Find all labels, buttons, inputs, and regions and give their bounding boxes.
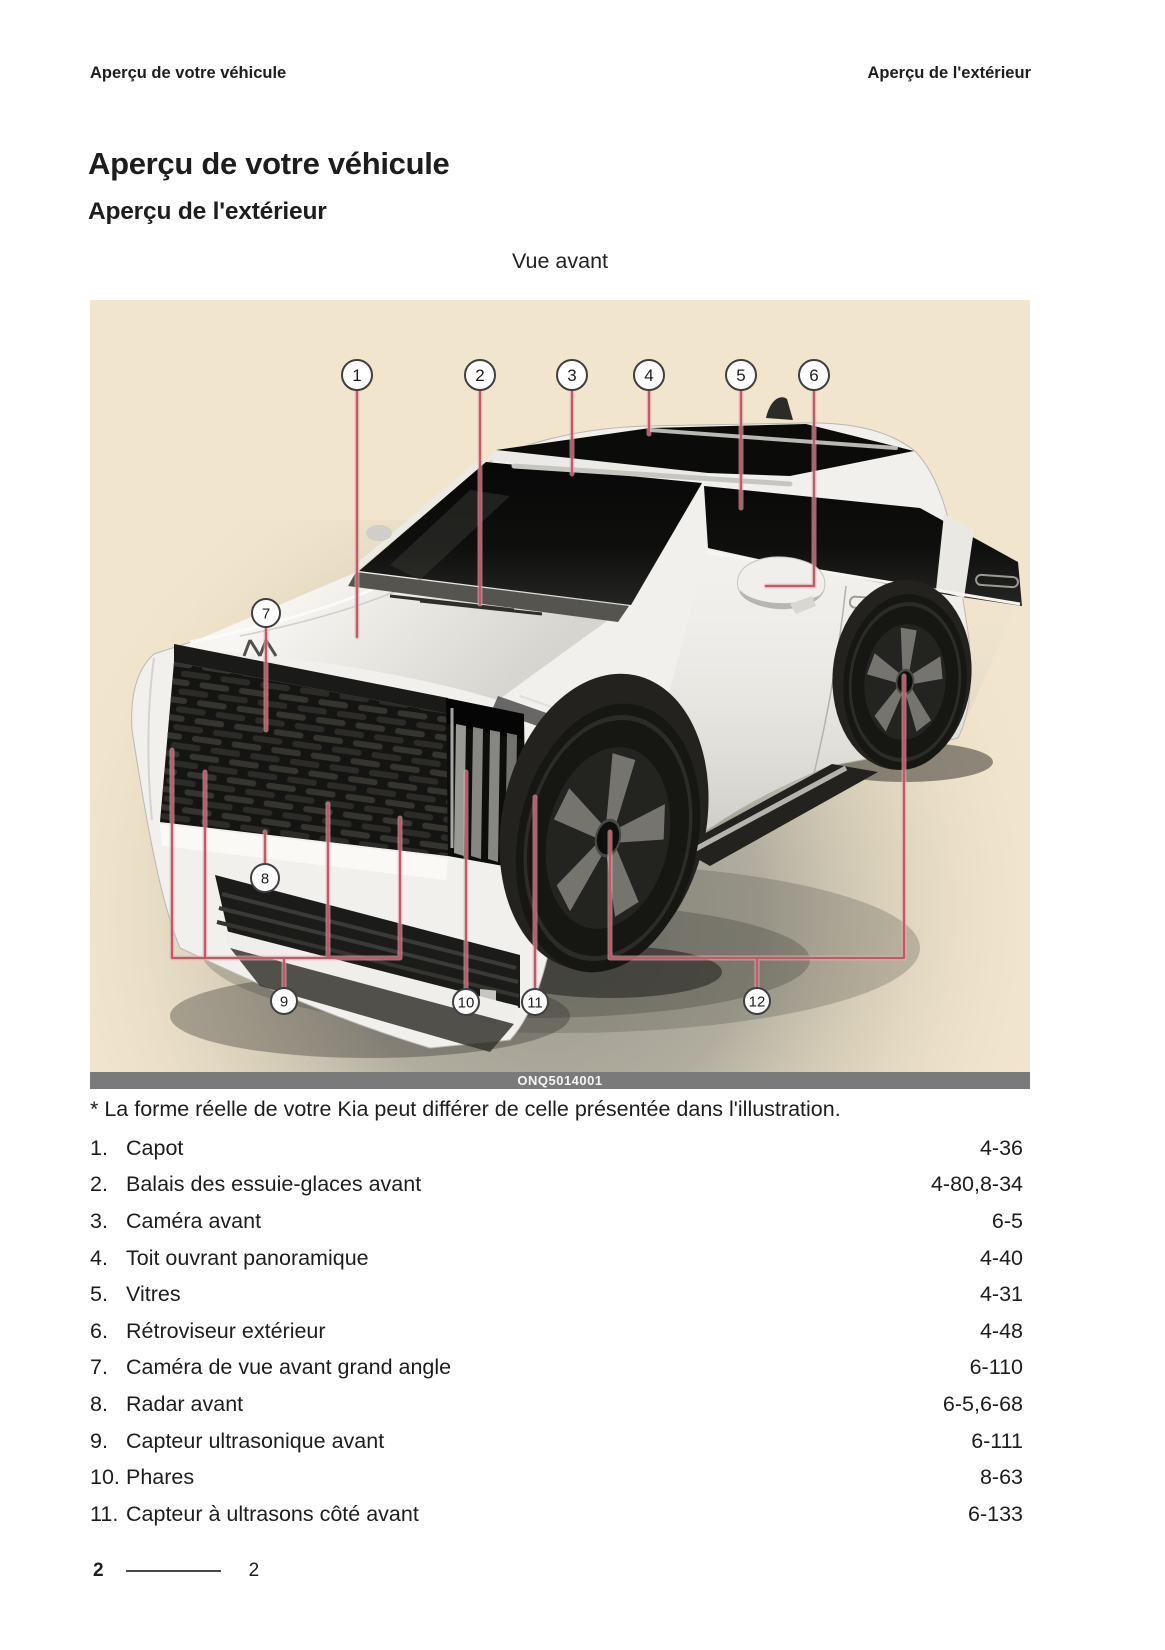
parts-list-row <box>90 1386 1023 1423</box>
svg-text:10: 10 <box>457 994 475 1012</box>
callout-marker-2 <box>465 360 495 390</box>
svg-text:1: 1 <box>352 366 362 386</box>
part-page-ref: 8-63 <box>979 1465 1023 1490</box>
svg-text:9: 9 <box>279 993 289 1011</box>
part-label: Capteur ultrasonique avant <box>126 1428 385 1453</box>
svg-text:5: 5 <box>736 366 746 386</box>
part-number: 6. <box>90 1318 108 1343</box>
svg-text:4: 4 <box>644 366 654 386</box>
vehicle-figure <box>90 300 1030 1089</box>
running-header-right: Aperçu de l'extérieur <box>867 64 1031 82</box>
parts-list-row <box>90 1350 1023 1387</box>
part-page-ref: 4-36 <box>979 1135 1023 1160</box>
part-label: Vitres <box>126 1282 181 1307</box>
part-page-ref: 6-111 <box>971 1428 1023 1453</box>
running-header-left: Aperçu de votre véhicule <box>90 64 287 82</box>
footer-page-number: 2 <box>248 1560 260 1581</box>
part-label: Rétroviseur extérieur <box>126 1318 326 1343</box>
callout-marker-12 <box>744 988 770 1014</box>
part-label: Caméra avant <box>126 1208 262 1233</box>
svg-text:3: 3 <box>567 366 577 386</box>
part-number: 11. <box>90 1501 119 1526</box>
parts-list-row <box>90 1423 1023 1460</box>
svg-text:11: 11 <box>527 994 543 1012</box>
part-page-ref: 4-31 <box>979 1282 1023 1307</box>
footer-divider <box>126 1570 221 1572</box>
part-page-ref: 4-80,8-34 <box>930 1172 1023 1197</box>
parts-list-row <box>90 1496 1023 1533</box>
callout-marker-11 <box>522 989 548 1015</box>
callout-marker-7 <box>252 599 280 627</box>
svg-text:6: 6 <box>809 366 819 386</box>
running-header <box>90 64 1031 83</box>
part-label: Caméra de vue avant grand angle <box>126 1355 452 1380</box>
figure-footnote: * La forme réelle de votre Kia peut différer de celle présentée dans l'illustration. <box>90 1097 841 1121</box>
parts-list-row <box>90 1459 1023 1496</box>
callout-marker-6 <box>799 360 829 390</box>
callout-marker-3 <box>557 360 587 390</box>
figure-caption: Vue avant <box>511 249 609 273</box>
part-page-ref: 4-48 <box>979 1318 1023 1343</box>
parts-list <box>90 1130 1023 1533</box>
part-label: Capot <box>126 1135 184 1160</box>
figure-code-bar: ONQ5014001 <box>90 1072 1030 1089</box>
part-page-ref: 6-5,6-68 <box>942 1391 1023 1416</box>
callout-marker-9 <box>271 988 297 1014</box>
part-number: 1. <box>90 1135 108 1160</box>
callout-marker-10 <box>453 989 479 1015</box>
svg-text:7: 7 <box>261 605 271 623</box>
parts-list-row <box>90 1240 1023 1277</box>
part-number: 8. <box>90 1391 108 1416</box>
part-number: 7. <box>90 1355 108 1380</box>
callout-marker-1 <box>342 360 372 390</box>
parts-list-row <box>90 1276 1023 1313</box>
part-label: Capteur à ultrasons côté avant <box>126 1501 419 1526</box>
part-page-ref: 6-5 <box>991 1208 1023 1233</box>
page-footer <box>93 1560 259 1582</box>
part-page-ref: 6-133 <box>968 1501 1023 1526</box>
callout-marker-5 <box>726 360 756 390</box>
parts-list-row <box>90 1130 1023 1167</box>
page-subtitle: Aperçu de l'extérieur <box>88 198 327 225</box>
parts-list-row <box>90 1313 1023 1350</box>
part-number: 9. <box>90 1428 108 1453</box>
vehicle-front-view-illustration <box>90 300 1030 1072</box>
part-number: 4. <box>90 1245 108 1270</box>
part-number: 3. <box>90 1208 108 1233</box>
parts-list-row <box>90 1167 1023 1204</box>
part-number: 10. <box>90 1465 120 1490</box>
svg-text:12: 12 <box>748 993 766 1011</box>
parts-list-row <box>90 1203 1023 1240</box>
page-title: Aperçu de votre véhicule <box>88 146 450 181</box>
part-label: Toit ouvrant panoramique <box>126 1245 369 1270</box>
footer-chapter-number: 2 <box>93 1560 104 1581</box>
part-number: 2. <box>90 1172 108 1197</box>
part-label: Balais des essuie-glaces avant <box>126 1172 422 1197</box>
part-label: Radar avant <box>126 1391 244 1416</box>
callout-marker-8 <box>251 864 279 892</box>
part-number: 5. <box>90 1282 108 1307</box>
part-label: Phares <box>126 1465 195 1490</box>
callout-marker-4 <box>634 360 664 390</box>
svg-text:2: 2 <box>475 366 485 386</box>
part-page-ref: 4-40 <box>979 1245 1023 1270</box>
part-page-ref: 6-110 <box>969 1355 1023 1380</box>
svg-text:8: 8 <box>260 870 270 888</box>
